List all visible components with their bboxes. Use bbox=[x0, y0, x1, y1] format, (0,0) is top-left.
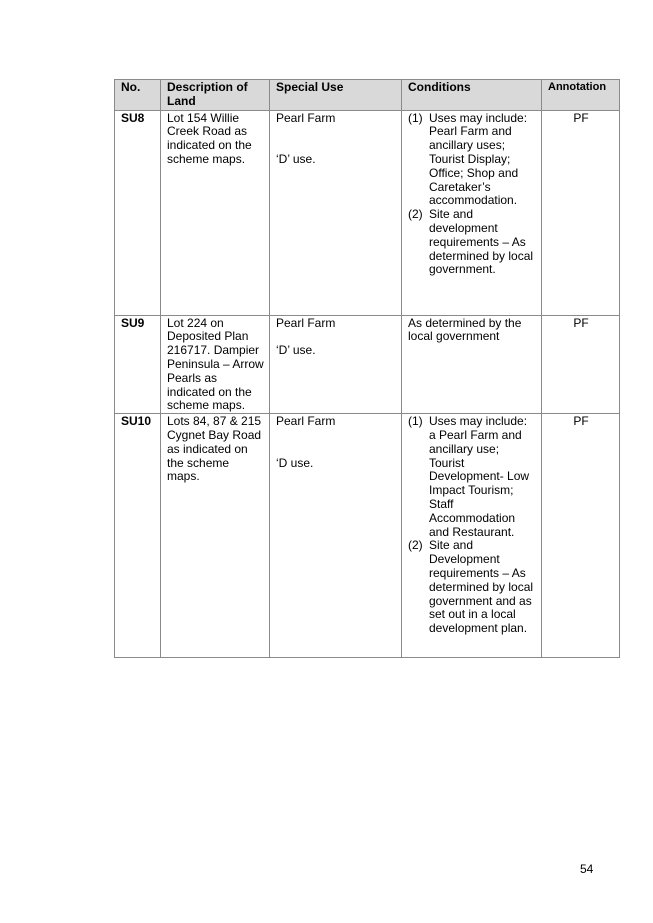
table-row-su8 bbox=[115, 110, 620, 315]
page-number: 54 bbox=[580, 862, 594, 876]
row-no: SU8 bbox=[115, 110, 161, 315]
header-special-use: Special Use bbox=[270, 80, 402, 111]
row-no: SU9 bbox=[115, 315, 161, 414]
condition-item bbox=[408, 539, 536, 636]
special-use-class: ‘D’ use. bbox=[276, 152, 316, 167]
row-annotation: PF bbox=[542, 315, 620, 414]
condition-item bbox=[408, 208, 536, 277]
table-row-su10 bbox=[115, 414, 620, 658]
condition-item bbox=[408, 112, 536, 209]
row-conditions bbox=[402, 414, 542, 658]
header-conditions: Conditions bbox=[402, 80, 542, 111]
row-special-use bbox=[270, 414, 402, 658]
special-use-class: ‘D use. bbox=[276, 455, 314, 470]
special-use-name: Pearl Farm bbox=[276, 414, 336, 429]
condition-item bbox=[408, 415, 536, 539]
condition-text: Site and development requirements – As determined by local government. bbox=[429, 207, 534, 277]
row-description: Lots 84, 87 & 215 Cygnet Bay Road as indicated on the scheme maps. bbox=[161, 414, 270, 658]
table-header-row bbox=[115, 80, 620, 111]
header-description: Description of Land bbox=[161, 80, 270, 111]
condition-number: (2) bbox=[408, 207, 423, 222]
condition-number: (1) bbox=[408, 110, 423, 125]
row-conditions: As determined by the local government bbox=[402, 315, 542, 414]
condition-number: (1) bbox=[408, 414, 423, 429]
special-use-name: Pearl Farm bbox=[276, 110, 336, 125]
row-description: Lot 224 on Deposited Plan 216717. Dampier Peninsula – Arrow Pearls as indicated on the scheme maps. bbox=[161, 315, 270, 414]
table-row-su9 bbox=[115, 315, 620, 414]
header-annotation: Annotation bbox=[542, 80, 620, 111]
row-special-use bbox=[270, 315, 402, 414]
condition-text: Site and Development requirements – As determined by local government and as set out in a local development plan. bbox=[429, 538, 534, 636]
row-annotation: PF bbox=[542, 110, 620, 315]
special-use-table bbox=[114, 79, 620, 658]
special-use-class: ‘D’ use. bbox=[276, 343, 316, 358]
row-description: Lot 154 Willie Creek Road as indicated on the scheme maps. bbox=[161, 110, 270, 315]
condition-text: Uses may include: Pearl Farm and ancillary uses; Tourist Display; Office; Shop and Caretaker’s accommodation. bbox=[429, 110, 528, 208]
header-no: No. bbox=[115, 80, 161, 111]
row-conditions bbox=[402, 110, 542, 315]
special-use-name: Pearl Farm bbox=[276, 315, 336, 330]
row-annotation: PF bbox=[542, 414, 620, 658]
row-special-use bbox=[270, 110, 402, 315]
row-no: SU10 bbox=[115, 414, 161, 658]
condition-number: (2) bbox=[408, 538, 423, 553]
condition-text: Uses may include: a Pearl Farm and ancillary use; Tourist Development- Low Impact Tourism; Staff Accommodation and Restaurant. bbox=[429, 414, 530, 539]
